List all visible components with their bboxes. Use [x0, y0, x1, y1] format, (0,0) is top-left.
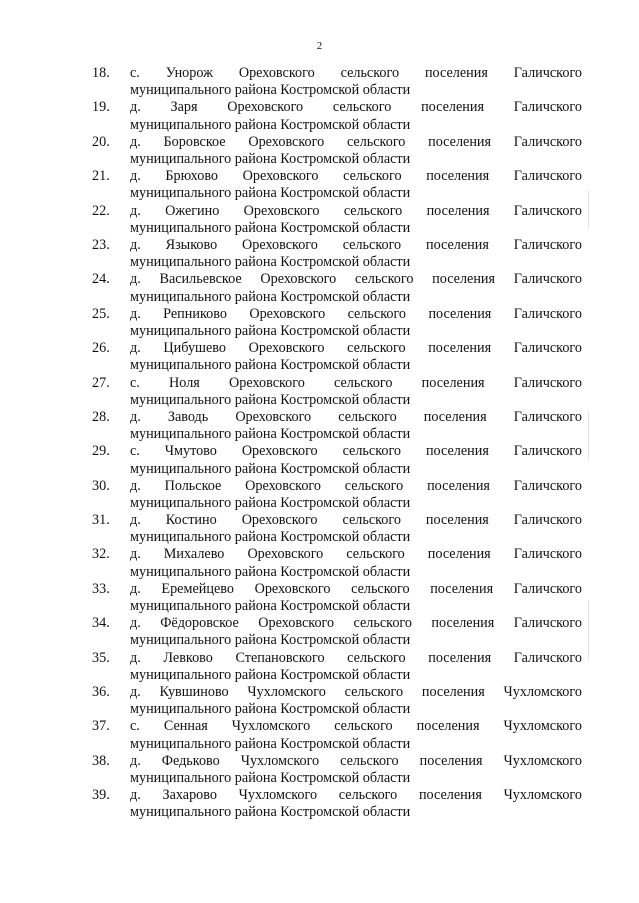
settlement-name: Заводь: [167, 408, 209, 425]
item-number: 34.: [92, 615, 110, 632]
word-rural: сельского: [334, 718, 393, 735]
item-line-1: [130, 478, 582, 495]
scan-artifact: [588, 600, 589, 660]
item-text: [130, 546, 582, 580]
settlement-name: Репниково: [163, 305, 227, 322]
word-settlement: поселения: [428, 649, 492, 666]
item-line-1: [130, 581, 582, 598]
item-number: 24.: [92, 271, 110, 288]
item-line-1: [130, 512, 582, 529]
list-item: [92, 306, 582, 340]
rural-settlement-name: Ореховского: [260, 271, 337, 288]
word-rural: сельского: [346, 546, 405, 563]
word-settlement: поселения: [419, 752, 483, 769]
item-line-1: [130, 134, 582, 151]
settlement-name: Васильевское: [159, 271, 242, 288]
item-number: 18.: [92, 65, 110, 81]
item-number: 29.: [92, 443, 110, 460]
item-text: [130, 203, 582, 237]
rural-settlement-name: Ореховского: [254, 580, 331, 597]
list-item: [92, 512, 582, 546]
item-line-1: [130, 546, 582, 563]
list-item: [92, 237, 582, 271]
item-number: 37.: [92, 718, 110, 735]
list-item: [92, 443, 582, 477]
item-text: [130, 478, 582, 512]
district-name: Галичского: [513, 65, 582, 81]
list-item: [92, 478, 582, 512]
word-rural: сельского: [347, 305, 407, 322]
list-item: [92, 340, 582, 374]
item-text: [130, 134, 582, 168]
settlement-name: Костино: [165, 512, 217, 529]
list-item: [92, 375, 582, 409]
settlement-name: Сенная: [163, 718, 208, 735]
item-line-2: муниципального района Костромской области: [130, 391, 411, 408]
item-line-1: [130, 375, 582, 392]
word-settlement: поселения: [421, 99, 484, 116]
settlement-name: Брюхово: [165, 168, 219, 185]
item-line-2: муниципального района Костромской области: [130, 116, 411, 133]
word-rural: сельского: [332, 99, 392, 116]
item-text: [130, 718, 582, 752]
item-number: 30.: [92, 477, 110, 494]
rural-settlement-name: Степановского: [235, 649, 325, 666]
settlement-type: д.: [130, 580, 141, 597]
item-line-1: [130, 340, 582, 357]
settlement-name: Федьково: [161, 752, 220, 769]
item-line-1: [130, 203, 582, 220]
settlement-type: д.: [130, 202, 141, 219]
settlement-type: д.: [130, 340, 141, 357]
list-item: [92, 203, 582, 237]
page-number: 2: [316, 40, 323, 52]
item-number: 25.: [92, 305, 110, 322]
item-line-2: муниципального района Костромской области: [130, 219, 411, 236]
item-text: [130, 581, 582, 615]
item-line-2: муниципального района Костромской области: [130, 529, 411, 546]
item-line-2: муниципального района Костромской области: [130, 701, 411, 718]
list-item: [92, 581, 582, 615]
item-line-2: муниципального района Костромской области: [130, 150, 411, 167]
item-line-2: муниципального района Костромской области: [130, 632, 411, 649]
word-settlement: поселения: [428, 305, 492, 322]
item-text: [130, 512, 582, 546]
item-text: [130, 787, 582, 821]
word-rural: сельского: [338, 787, 398, 804]
item-line-2: муниципального района Костромской области: [130, 598, 411, 615]
item-line-1: [130, 99, 582, 116]
list-item: [92, 168, 582, 202]
word-rural: сельского: [334, 374, 393, 391]
word-settlement: поселения: [430, 580, 494, 597]
item-text: [130, 409, 582, 443]
settlement-name: Ноля: [169, 374, 200, 391]
item-text: [130, 271, 582, 305]
district-name: Галичского: [513, 374, 582, 391]
rural-settlement-name: Ореховского: [241, 443, 318, 460]
word-settlement: поселения: [425, 512, 489, 529]
item-text: [130, 168, 582, 202]
item-line-1: [130, 684, 582, 701]
list-item: [92, 787, 582, 821]
list-item: [92, 718, 582, 752]
district-name: Галичского: [513, 305, 582, 322]
word-rural: сельского: [342, 236, 402, 253]
list-item: [92, 753, 582, 787]
district-name: Чухломского: [503, 684, 582, 701]
item-text: [130, 615, 582, 649]
rural-settlement-name: Ореховского: [258, 615, 335, 632]
item-line-1: [130, 168, 582, 185]
item-text: [130, 375, 582, 409]
word-rural: сельского: [342, 512, 401, 529]
word-rural: сельского: [347, 649, 406, 666]
item-text: [130, 650, 582, 684]
rural-settlement-name: Ореховского: [241, 512, 318, 529]
settlement-name: Михалево: [163, 546, 225, 563]
item-line-1: [130, 753, 582, 770]
rural-settlement-name: Ореховского: [247, 546, 324, 563]
word-settlement: поселения: [421, 374, 485, 391]
item-line-2: муниципального района Костромской области: [130, 563, 411, 580]
item-number: 33.: [92, 580, 110, 597]
scan-artifact: [588, 190, 589, 230]
settlement-name: Боровское: [163, 133, 226, 150]
settlement-name: Еремейцево: [161, 580, 234, 597]
settlement-type: д.: [130, 649, 141, 666]
settlement-type: с.: [130, 718, 140, 735]
list-item: [92, 650, 582, 684]
settlement-name: Языково: [165, 236, 218, 253]
settlement-name: Цибушево: [163, 340, 226, 357]
district-name: Галичского: [513, 202, 582, 219]
rural-settlement-name: Ореховского: [245, 477, 321, 494]
district-name: Чухломского: [503, 752, 582, 769]
district-name: Галичского: [513, 133, 582, 150]
item-line-1: [130, 271, 582, 288]
word-settlement: поселения: [425, 443, 489, 460]
item-line-2: муниципального района Костромской области: [130, 185, 411, 202]
item-line-1: [130, 409, 582, 426]
word-rural: сельского: [342, 443, 402, 460]
rural-settlement-name: Ореховского: [229, 374, 305, 391]
item-text: [130, 340, 582, 374]
district-name: Галичского: [513, 580, 582, 597]
item-number: 39.: [92, 787, 110, 804]
settlement-type: д.: [130, 168, 141, 185]
item-line-1: [130, 237, 582, 254]
settlement-type: д.: [130, 684, 141, 701]
settlement-name: Унорож: [165, 65, 213, 81]
settlement-type: д.: [130, 546, 141, 563]
rural-settlement-name: Ореховского: [249, 305, 326, 322]
item-line-2: муниципального района Костромской области: [130, 666, 411, 683]
district-name: Галичского: [513, 615, 582, 632]
item-number: 27.: [92, 374, 110, 391]
word-settlement: поселения: [426, 168, 490, 185]
settlement-name: Захарово: [162, 787, 217, 804]
item-line-1: [130, 443, 582, 460]
word-rural: сельского: [353, 615, 412, 632]
word-settlement: поселения: [431, 615, 495, 632]
district-name: Галичского: [513, 477, 582, 494]
item-text: [130, 237, 582, 271]
word-rural: сельского: [344, 684, 404, 701]
item-text: [130, 65, 582, 99]
rural-settlement-name: Чухломского: [238, 787, 318, 804]
settlement-type: д.: [130, 133, 141, 150]
word-rural: сельского: [344, 477, 404, 494]
rural-settlement-name: Ореховского: [242, 168, 319, 185]
list-item: [92, 65, 582, 99]
word-settlement: поселения: [416, 718, 480, 735]
item-text: [130, 753, 582, 787]
word-settlement: поселения: [426, 202, 490, 219]
item-number: 23.: [92, 236, 110, 253]
list-item: [92, 409, 582, 443]
item-line-2: муниципального района Костромской области: [130, 804, 411, 821]
word-rural: сельского: [340, 65, 400, 81]
district-name: Галичского: [513, 168, 582, 185]
settlement-type: д.: [130, 512, 141, 529]
item-number: 21.: [92, 168, 110, 185]
rural-settlement-name: Ореховского: [248, 340, 325, 357]
item-number: 26.: [92, 340, 110, 357]
item-number: 31.: [92, 512, 110, 529]
item-text: [130, 99, 582, 133]
settlement-type: д.: [130, 752, 141, 769]
item-line-2: муниципального района Костромской области: [130, 460, 411, 477]
item-line-2: муниципального района Костромской области: [130, 494, 411, 511]
district-name: Галичского: [513, 443, 582, 460]
word-settlement: поселения: [428, 133, 492, 150]
word-settlement: поселения: [427, 546, 491, 563]
rural-settlement-name: Чухломского: [247, 684, 326, 701]
item-line-2: муниципального района Костромской области: [130, 426, 411, 443]
settlement-name: Ожегино: [165, 202, 220, 219]
item-number: 35.: [92, 649, 110, 666]
district-name: Чухломского: [503, 787, 582, 804]
list-item: [92, 99, 582, 133]
settlement-type: д.: [130, 236, 141, 253]
rural-settlement-name: Чухломского: [240, 752, 320, 769]
item-line-1: [130, 650, 582, 667]
district-name: Галичского: [513, 271, 582, 288]
item-line-1: [130, 306, 582, 323]
settlement-name: Фёдоровское: [160, 615, 239, 632]
item-number: 36.: [92, 684, 110, 701]
district-name: Галичского: [513, 649, 582, 666]
item-line-2: муниципального района Костромской области: [130, 288, 411, 305]
item-line-2: муниципального района Костромской области: [130, 254, 411, 271]
item-line-2: муниципального района Костромской области: [130, 357, 411, 374]
settlement-name: Чмутово: [164, 443, 217, 460]
item-line-2: муниципального района Костромской области: [130, 770, 411, 787]
word-settlement: поселения: [423, 408, 487, 425]
rural-settlement-name: Ореховского: [248, 133, 325, 150]
item-number: 22.: [92, 202, 110, 219]
settlement-name: Польское: [164, 477, 222, 494]
district-name: Галичского: [513, 512, 582, 529]
item-line-2: муниципального района Костромской области: [130, 82, 411, 99]
word-rural: сельского: [340, 752, 399, 769]
rural-settlement-name: Ореховского: [238, 65, 315, 81]
rural-settlement-name: Ореховского: [235, 408, 312, 425]
word-rural: сельского: [354, 271, 414, 288]
settlement-type: д.: [130, 271, 141, 288]
item-number: 20.: [92, 133, 110, 150]
word-settlement: поселения: [426, 236, 489, 253]
item-line-1: [130, 787, 582, 804]
word-rural: сельского: [347, 340, 406, 357]
rural-settlement-name: Ореховского: [243, 202, 320, 219]
item-number: 19.: [92, 99, 110, 116]
word-settlement: поселения: [432, 271, 496, 288]
settlement-type: д.: [130, 787, 141, 804]
rural-settlement-name: Чухломского: [231, 718, 311, 735]
settlement-name: Левково: [163, 649, 213, 666]
settlement-type: д.: [130, 305, 141, 322]
item-line-2: муниципального района Костромской области: [130, 735, 411, 752]
word-rural: сельского: [343, 202, 403, 219]
item-text: [130, 443, 582, 477]
settlement-list: [92, 65, 582, 822]
district-name: Галичского: [513, 546, 582, 563]
word-rural: сельского: [351, 580, 410, 597]
settlement-name: Заря: [170, 99, 198, 116]
word-settlement: поселения: [428, 340, 492, 357]
item-line-1: [130, 718, 582, 735]
word-settlement: поселения: [421, 684, 485, 701]
district-name: Галичского: [513, 340, 582, 357]
settlement-type: д.: [130, 477, 141, 494]
district-name: Галичского: [513, 99, 582, 116]
district-name: Галичского: [513, 408, 582, 425]
list-item: [92, 684, 582, 718]
scan-artifact: [588, 410, 589, 460]
word-settlement: поселения: [418, 787, 482, 804]
item-number: 38.: [92, 752, 110, 769]
list-item: [92, 134, 582, 168]
settlement-type: с.: [130, 65, 140, 81]
word-rural: сельского: [343, 168, 402, 185]
item-number: 32.: [92, 546, 110, 563]
district-name: Галичского: [513, 236, 582, 253]
settlement-type: д.: [130, 99, 141, 116]
item-line-2: муниципального района Костромской области: [130, 322, 411, 339]
item-line-1: [130, 65, 582, 82]
word-rural: сельского: [346, 133, 406, 150]
word-rural: сельского: [338, 408, 397, 425]
item-line-1: [130, 615, 582, 632]
rural-settlement-name: Ореховского: [227, 99, 304, 116]
settlement-type: с.: [130, 374, 140, 391]
item-text: [130, 684, 582, 718]
item-number: 28.: [92, 408, 110, 425]
word-settlement: поселения: [424, 65, 488, 81]
settlement-type: с.: [130, 443, 140, 460]
settlement-type: д.: [130, 615, 141, 632]
settlement-name: Кувшиново: [159, 684, 229, 701]
rural-settlement-name: Ореховского: [242, 236, 318, 253]
list-item: [92, 615, 582, 649]
item-text: [130, 306, 582, 340]
settlement-type: д.: [130, 408, 141, 425]
list-item: [92, 271, 582, 305]
district-name: Чухломского: [503, 718, 582, 735]
word-settlement: поселения: [427, 477, 490, 494]
list-item: [92, 546, 582, 580]
